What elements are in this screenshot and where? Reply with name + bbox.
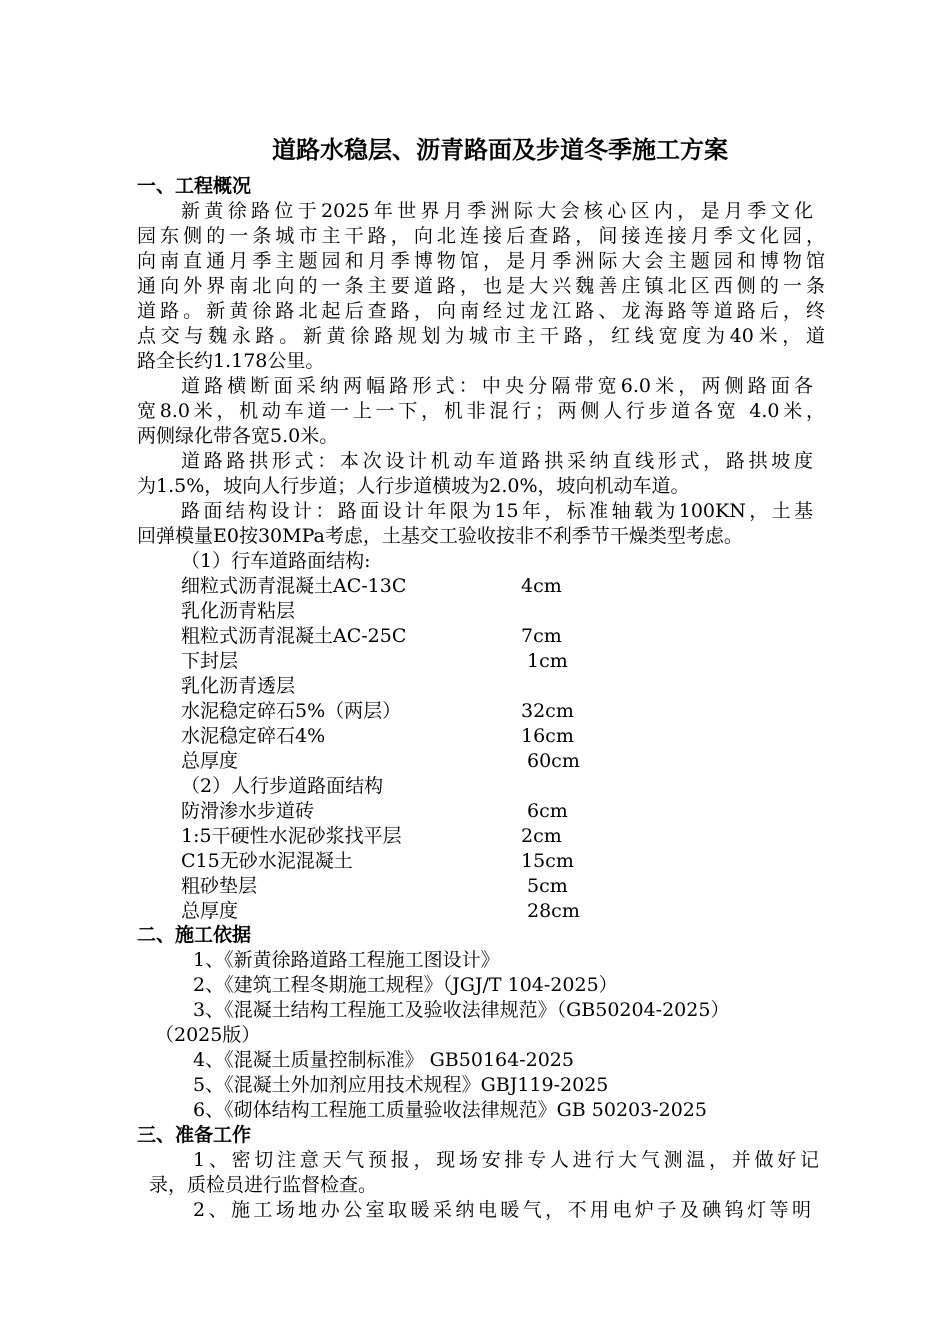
paragraph-line: 点交与魏永路。新黄徐路规划为城市主干路，红线宽度为40米，道 xyxy=(137,325,825,347)
section-heading-preparation: 三、准备工作 xyxy=(137,1124,252,1146)
structure-layer-name: 乳化沥青粘层 xyxy=(181,600,296,622)
paragraph-line: 园东侧的一条城市主干路，向北连接后查路，间接连接月季文化园， xyxy=(137,225,825,247)
structure-layer-thickness: 15cm xyxy=(521,850,574,872)
structure-layer-thickness: 16cm xyxy=(521,725,574,747)
structure-layer-name: 细粒式沥青混凝土AC-13C xyxy=(181,575,407,597)
reference-item-continuation: （2025版） xyxy=(155,1024,261,1046)
paragraph-line: 向南直通月季主题园和月季博物馆，是月季洲际大会主题园和博物馆 xyxy=(137,250,825,272)
document-title: 道路水稳层、沥青路面及步道冬季施工方案 xyxy=(272,136,728,164)
structure-layer-thickness: 7cm xyxy=(521,625,562,647)
paragraph-line: 录，质检员进行监督检查。 xyxy=(149,1174,378,1196)
structure-layer-thickness: 5cm xyxy=(527,875,568,897)
reference-item: 6、《砌体结构工程施工质量验收法律规范》GB 50203-2025 xyxy=(193,1099,707,1121)
paragraph-line: 1、密切注意天气预报，现场安排专人进行大气测温，并做好记 xyxy=(193,1149,819,1171)
reference-item: 3、《混凝土结构工程施工及验收法律规范》（GB50204-2025） xyxy=(193,999,730,1021)
paragraph-line: 路全长约1.178公里。 xyxy=(137,350,325,372)
paragraph-line: 道路路拱形式：本次设计机动车道路拱采纳直线形式，路拱坡度 xyxy=(181,450,813,472)
structure-layer-name: 乳化沥青透层 xyxy=(181,675,296,697)
paragraph-line: 道路。新黄徐路北起后查路，向南经过龙江路、龙海路等道路后，终 xyxy=(137,300,825,322)
structure-layer-thickness: 4cm xyxy=(521,575,562,597)
structure-layer-thickness: 1cm xyxy=(527,650,568,672)
structure-layer-thickness: 6cm xyxy=(527,800,568,822)
paragraph-line: 为1.5%，坡向人行步道；人行步道横坡为2.0%，坡向机动车道。 xyxy=(137,475,690,497)
structure-layer-name: C15无砂水泥混凝土 xyxy=(181,850,353,872)
structure-layer-thickness: 28cm xyxy=(527,900,580,922)
structure-layer-name: 总厚度 xyxy=(181,900,239,922)
paragraph-line: 路面结构设计：路面设计年限为15年，标准轴载为100KN，土基 xyxy=(181,500,813,522)
section-heading-basis: 二、施工依据 xyxy=(137,924,252,946)
structure-layer-thickness: 32cm xyxy=(521,700,574,722)
paragraph-line: 通向外界南北向的一条主要道路，也是大兴魏善庄镇北区西侧的一条 xyxy=(137,275,825,297)
structure-title-sidewalk: （2）人行步道路面结构 xyxy=(181,775,384,797)
structure-layer-name: 水泥稳定碎石4% xyxy=(181,725,326,747)
reference-item: 1、《新黄徐路道路工程施工图设计》 xyxy=(193,949,500,971)
structure-layer-name: 粗砂垫层 xyxy=(181,875,258,897)
structure-layer-name: 粗粒式沥青混凝土AC-25C xyxy=(181,625,407,647)
structure-layer-name: 下封层 xyxy=(181,650,239,672)
paragraph-line: 宽8.0米，机动车道一上一下，机非混行；两侧人行步道各宽 4.0米， xyxy=(137,400,825,422)
structure-layer-thickness: 60cm xyxy=(527,750,580,772)
structure-layer-name: 总厚度 xyxy=(181,750,239,772)
structure-layer-name: 1:5干硬性水泥砂浆找平层 xyxy=(181,825,402,847)
reference-item: 2、《建筑工程冬期施工规程》（JGJ/T 104-2025） xyxy=(193,974,618,996)
paragraph-line: 两侧绿化带各宽5.0米。 xyxy=(137,425,339,447)
paragraph-line: 回弹模量E0按30MPa考虑，土基交工验收按非不利季节干燥类型考虑。 xyxy=(137,525,743,547)
reference-item: 4、《混凝土质量控制标准》 GB50164-2025 xyxy=(193,1049,574,1071)
section-heading-overview: 一、工程概况 xyxy=(137,175,252,197)
structure-layer-name: 防滑渗水步道砖 xyxy=(181,800,315,822)
paragraph-line: 道路横断面采纳两幅路形式：中央分隔带宽6.0米，两侧路面各 xyxy=(181,375,813,397)
paragraph-line: 2、施工场地办公室取暖采纳电暖气，不用电炉子及碘钨灯等明 xyxy=(193,1199,811,1221)
structure-layer-thickness: 2cm xyxy=(521,825,562,847)
structure-title-carriageway: （1）行车道路面结构: xyxy=(181,550,371,572)
paragraph-line: 新黄徐路位于2025年世界月季洲际大会核心区内，是月季文化 xyxy=(181,200,813,222)
structure-layer-name: 水泥稳定碎石5%（两层） xyxy=(181,700,402,722)
reference-item: 5、《混凝土外加剂应用技术规程》GBJ119-2025 xyxy=(193,1074,609,1096)
